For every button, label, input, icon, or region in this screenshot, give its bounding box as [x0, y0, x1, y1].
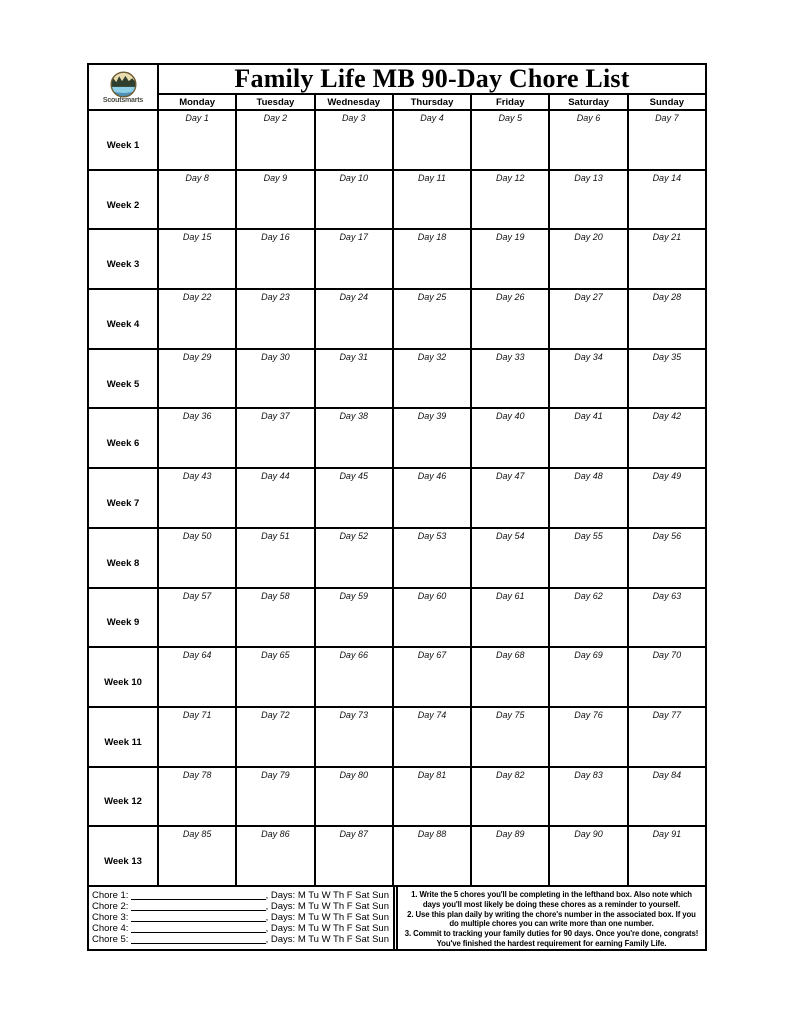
week-row [89, 589, 705, 649]
week-row [89, 469, 705, 529]
week-row [89, 171, 705, 231]
day-cell: Day 14 [652, 172, 682, 183]
day-cell: Day 61 [472, 589, 550, 647]
chore-label: Chore 4: [92, 923, 129, 934]
day-cell: Day 24 [316, 290, 394, 348]
day-cell: Day 64 [159, 648, 237, 706]
day-cell: Day 84 [652, 769, 682, 780]
header-row [89, 65, 705, 111]
day-cell: Day 71 [159, 708, 237, 766]
day-cell: Day 50 [159, 529, 237, 587]
weekday-header-monday: Monday [159, 95, 237, 109]
chore-blank-line [131, 910, 265, 911]
day-cell: Day 13 [550, 171, 628, 229]
weekday-header-sunday: Sunday [649, 96, 684, 108]
week-row [89, 648, 705, 708]
day-cell: Day 16 [237, 230, 315, 288]
weeks-body [89, 111, 705, 887]
day-cell: Day 3 [316, 111, 394, 169]
scoutsmarts-logo [89, 65, 159, 109]
week-label: Week 3 [89, 230, 159, 288]
day-cell: Day 15 [159, 230, 237, 288]
week-label: Week 7 [89, 469, 159, 527]
day-cell: Day 52 [316, 529, 394, 587]
week-label: Week 9 [89, 589, 159, 647]
day-cell: Day 48 [550, 469, 628, 527]
day-cell: Day 76 [550, 708, 628, 766]
day-cell: Day 81 [394, 768, 472, 826]
day-cell: Day 87 [316, 827, 394, 885]
day-cell: Day 4 [394, 111, 472, 169]
day-cell: Day 39 [394, 409, 472, 467]
week-label: Week 8 [89, 529, 159, 587]
day-cell: Day 59 [316, 589, 394, 647]
week-label: Week 6 [89, 409, 159, 467]
day-cell: Day 10 [316, 171, 394, 229]
day-cell: Day 73 [316, 708, 394, 766]
day-cell: Day 23 [237, 290, 315, 348]
day-cell: Day 54 [472, 529, 550, 587]
day-cell: Day 38 [316, 409, 394, 467]
week-label: Week 5 [89, 350, 159, 408]
day-cell: Day 80 [316, 768, 394, 826]
day-cell: Day 72 [237, 708, 315, 766]
week-label: Week 2 [89, 171, 159, 229]
week-label: Week 11 [89, 708, 159, 766]
weekday-header-friday: Friday [472, 95, 550, 109]
day-cell: Day 34 [550, 350, 628, 408]
day-cell: Day 25 [394, 290, 472, 348]
day-cell: Day 43 [159, 469, 237, 527]
instructions-list [393, 887, 705, 949]
chore-label: Chore 1: [92, 890, 129, 901]
day-cell: Day 37 [237, 409, 315, 467]
header-right [159, 65, 705, 109]
weekday-header-saturday: Saturday [550, 95, 628, 109]
day-cell: Day 90 [550, 827, 628, 885]
day-cell: Day 11 [394, 171, 472, 229]
week-label: Week 4 [89, 290, 159, 348]
day-cell: Day 36 [159, 409, 237, 467]
week-row [89, 827, 705, 887]
day-cell: Day 7 [655, 113, 679, 123]
day-cell: Day 51 [237, 529, 315, 587]
day-cell: Day 78 [159, 768, 237, 826]
day-cell: Day 66 [316, 648, 394, 706]
day-cell: Day 33 [472, 350, 550, 408]
weekday-header-tuesday: Tuesday [237, 95, 315, 109]
page-title: Family Life MB 90-Day Chore List [159, 65, 705, 95]
weekday-header-wednesday: Wednesday [316, 95, 394, 109]
week-row [89, 409, 705, 469]
chore-days-text: , Days: M Tu W Th F Sat Sun [265, 923, 389, 934]
instruction-item: 2. Use this plan daily by writing the chore's number in the associated box. If you do multiple chores you can write more than one number. [407, 909, 696, 929]
chore-blank-line [131, 943, 265, 944]
chore-list-sheet [87, 63, 707, 951]
day-cell: Day 6 [550, 111, 628, 169]
chore-line [92, 923, 389, 934]
day-cell: Day 49 [652, 471, 682, 482]
day-cell: Day 86 [237, 827, 315, 885]
scoutsmarts-logo-icon [110, 71, 137, 98]
chore-blank-line [131, 932, 265, 933]
day-cell: Day 20 [550, 230, 628, 288]
day-cell: Day 47 [472, 469, 550, 527]
chores-list [89, 887, 393, 949]
day-cell: Day 60 [394, 589, 472, 647]
week-label: Week 10 [89, 648, 159, 706]
chore-days-text: , Days: M Tu W Th F Sat Sun [265, 912, 389, 923]
day-cell: Day 29 [159, 350, 237, 408]
chore-line [92, 912, 389, 923]
day-cell: Day 69 [550, 648, 628, 706]
day-cell: Day 68 [472, 648, 550, 706]
weekday-header-thursday: Thursday [394, 95, 472, 109]
day-cell: Day 5 [472, 111, 550, 169]
day-cell: Day 1 [159, 111, 237, 169]
day-cell: Day 19 [472, 230, 550, 288]
day-cell: Day 89 [472, 827, 550, 885]
day-cell: Day 2 [237, 111, 315, 169]
chore-line [92, 934, 389, 945]
day-cell: Day 45 [316, 469, 394, 527]
chore-days-text: , Days: M Tu W Th F Sat Sun [265, 890, 389, 901]
day-cell: Day 42 [652, 411, 682, 422]
day-cell: Day 21 [652, 232, 682, 243]
day-cell: Day 57 [159, 589, 237, 647]
day-cell: Day 18 [394, 230, 472, 288]
day-cell: Day 27 [550, 290, 628, 348]
chore-line [92, 890, 389, 901]
day-cell: Day 62 [550, 589, 628, 647]
day-cell: Day 75 [472, 708, 550, 766]
day-cell: Day 65 [237, 648, 315, 706]
day-cell: Day 88 [394, 827, 472, 885]
weekday-header-row [159, 95, 705, 109]
chore-line [92, 901, 389, 912]
instruction-item: 1. Write the 5 chores you'll be completing in the lefthand box. Also note which days you'll most likely be doing these chores as a reminder to yourself. [411, 890, 692, 909]
chore-label: Chore 2: [92, 901, 129, 912]
day-cell: Day 77 [652, 709, 682, 720]
chore-blank-line [131, 921, 265, 922]
week-label: Week 1 [89, 111, 159, 169]
day-cell: Day 58 [237, 589, 315, 647]
bottom-section [89, 887, 705, 949]
chore-label: Chore 5: [92, 934, 129, 945]
week-row [89, 350, 705, 410]
day-cell: Day 28 [652, 292, 682, 303]
week-row [89, 768, 705, 828]
day-cell: Day 82 [472, 768, 550, 826]
day-cell: Day 79 [237, 768, 315, 826]
day-cell: Day 85 [159, 827, 237, 885]
day-cell: Day 12 [472, 171, 550, 229]
day-cell: Day 31 [316, 350, 394, 408]
day-cell: Day 35 [652, 351, 682, 362]
day-cell: Day 32 [394, 350, 472, 408]
day-cell: Day 91 [652, 829, 682, 840]
scoutsmarts-logo-wordmark: Scoutsmarts [102, 97, 144, 104]
day-cell: Day 55 [550, 529, 628, 587]
day-cell: Day 40 [472, 409, 550, 467]
chore-blank-line [131, 899, 265, 900]
day-cell: Day 46 [394, 469, 472, 527]
day-cell: Day 83 [550, 768, 628, 826]
day-cell: Day 8 [159, 171, 237, 229]
day-cell: Day 44 [237, 469, 315, 527]
day-cell: Day 26 [472, 290, 550, 348]
week-label: Week 13 [89, 827, 159, 885]
instruction-item: 3. Commit to tracking your family duties for 90 days. Once you're done, congrats! You've finished the hardest requirement for earning Family Life. [404, 929, 699, 949]
day-cell: Day 56 [652, 530, 682, 541]
week-row [89, 529, 705, 589]
chore-label: Chore 3: [92, 912, 129, 923]
day-cell: Day 22 [159, 290, 237, 348]
week-row [89, 708, 705, 768]
week-label: Week 12 [89, 768, 159, 826]
day-cell: Day 41 [550, 409, 628, 467]
day-cell: Day 9 [237, 171, 315, 229]
day-cell: Day 74 [394, 708, 472, 766]
week-row [89, 290, 705, 350]
day-cell: Day 30 [237, 350, 315, 408]
week-row [89, 111, 705, 171]
chore-days-text: , Days: M Tu W Th F Sat Sun [265, 934, 389, 945]
day-cell: Day 17 [316, 230, 394, 288]
week-row [89, 230, 705, 290]
chore-days-text: , Days: M Tu W Th F Sat Sun [265, 901, 389, 912]
day-cell: Day 67 [394, 648, 472, 706]
day-cell: Day 53 [394, 529, 472, 587]
day-cell: Day 70 [652, 650, 682, 661]
day-cell: Day 63 [652, 590, 682, 601]
